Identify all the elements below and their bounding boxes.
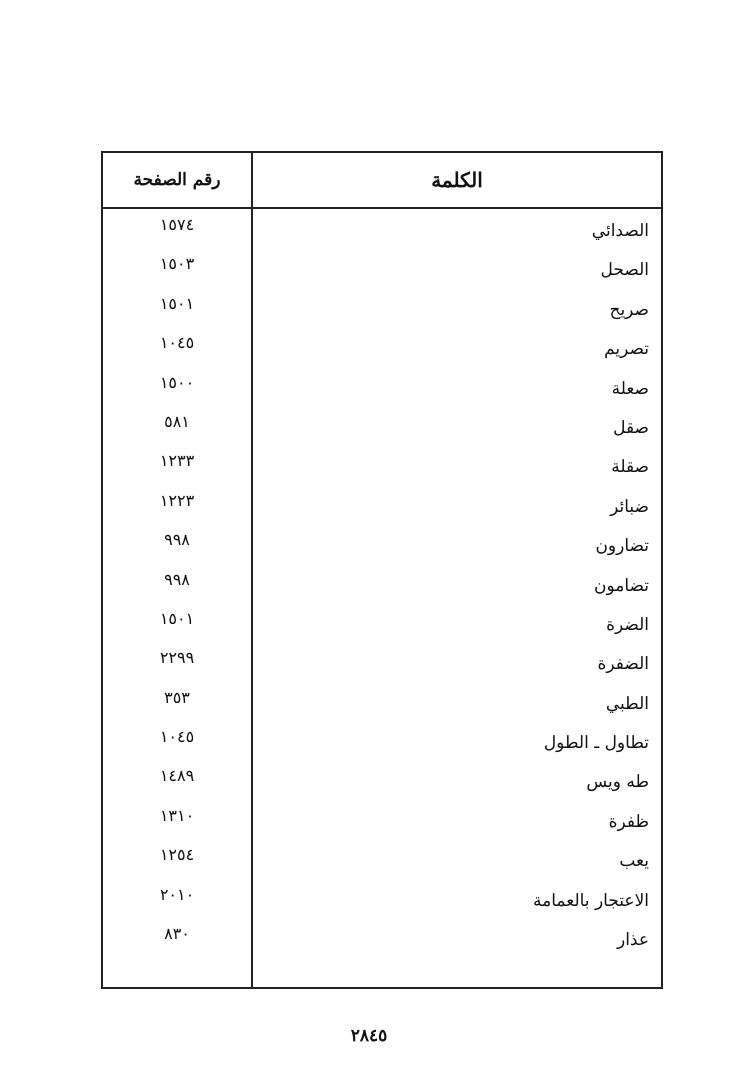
table-row [103, 215, 661, 254]
entry-word: صقلة [611, 457, 649, 478]
entry-word: الضفرة [597, 654, 649, 675]
entry-word: عذار [617, 930, 649, 951]
entry-page-number: ٩٩٨ [164, 569, 190, 589]
entry-page-number: ١٥٠١ [159, 608, 195, 628]
page-number: ٢٨٤٥ [350, 1026, 388, 1046]
table-rows [103, 215, 661, 963]
table-row [103, 412, 661, 451]
table-row [103, 806, 661, 845]
entry-word: الاعتجار بالعمامة [533, 890, 649, 911]
header-divider [103, 207, 661, 209]
entry-page-number: ١٣١٠ [159, 805, 195, 825]
table-row [103, 254, 661, 293]
entry-word: الطبي [605, 693, 649, 714]
entry-page-number: ٨٣٠ [164, 924, 190, 944]
entry-page-number: ١٥٠٣ [159, 254, 195, 274]
table-row [103, 845, 661, 884]
entry-page-number: ٢٠١٠ [159, 884, 195, 904]
entry-page-number: ١٢٣٣ [159, 451, 195, 471]
entry-word: ظفرة [608, 811, 649, 832]
entry-page-number: ٩٩٨ [164, 530, 190, 550]
entry-page-number: ٣٥٣ [164, 687, 190, 707]
entry-page-number: ١٢٢٣ [159, 490, 195, 510]
entry-word: يعب [619, 851, 649, 872]
table-row [103, 294, 661, 333]
entry-word: تصريم [604, 339, 649, 360]
table-row [103, 451, 661, 490]
entry-word: الصدائي [591, 221, 649, 241]
table-row [103, 373, 661, 412]
table-row [103, 609, 661, 648]
header-word: الكلمة [431, 168, 483, 192]
table-row [103, 530, 661, 569]
table-row [103, 333, 661, 372]
header-page-number: رقم الصفحة [133, 170, 221, 190]
entry-page-number: ٢٢٩٩ [159, 648, 195, 668]
entry-page-number: ١٥٧٤ [159, 215, 195, 234]
table-row [103, 885, 661, 924]
entry-page-number: ٥٨١ [164, 411, 190, 431]
entry-page-number: ١٥٠١ [159, 293, 195, 313]
table-row [103, 688, 661, 727]
entry-word: صعلة [611, 378, 649, 399]
entry-page-number: ١٢٥٤ [159, 845, 195, 865]
entry-word: تطاول ـ الطول [543, 733, 649, 754]
entry-page-number: ١٠٤٥ [159, 333, 195, 353]
entry-word: الصحل [600, 260, 649, 281]
table-row [103, 766, 661, 805]
table-row [103, 491, 661, 530]
entry-word: صريح [609, 299, 649, 320]
entry-word: الضرة [606, 614, 649, 635]
entry-word: تضامون [593, 575, 649, 596]
entry-word: تضارون [595, 536, 649, 557]
entry-word: ضبائر [610, 496, 649, 517]
entry-page-number: ١٤٨٩ [159, 766, 195, 786]
table-row [103, 648, 661, 687]
index-table [101, 151, 663, 989]
table-row [103, 727, 661, 766]
entry-word: صقل [613, 417, 649, 438]
entry-page-number: ١٥٠٠ [159, 372, 195, 392]
entry-page-number: ١٠٤٥ [159, 727, 195, 747]
table-row [103, 570, 661, 609]
table-row [103, 924, 661, 963]
entry-word: طه ويس [586, 772, 649, 793]
